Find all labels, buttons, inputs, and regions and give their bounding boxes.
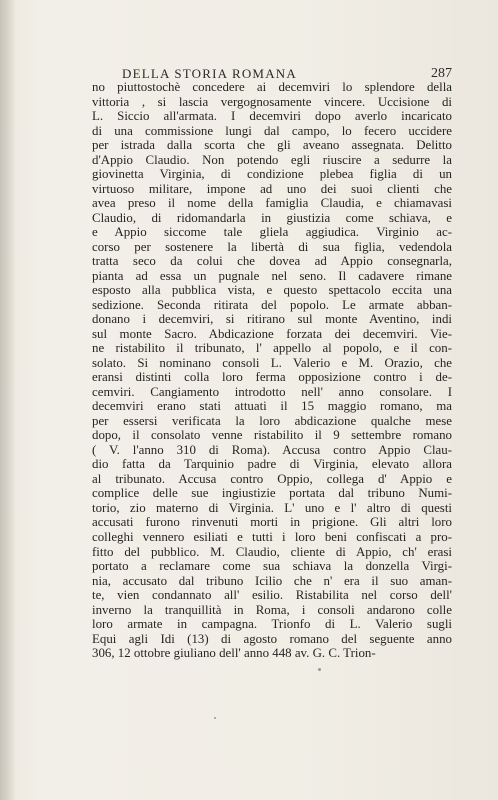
text-line: pianta ad essa un pugnale nel seno. Il cadavere rimane [92, 268, 452, 283]
text-line: giovinetta Virginia, di condizione plebea figlia di un [92, 167, 452, 182]
text-line: eransi distinti colla loro ferma opposizione contro i de- [92, 370, 452, 385]
text-line: 306, 12 ottobre giuliano dell' anno 448 av. G. C. Trion- [92, 646, 376, 661]
text-line: inverno la tranquillità in Roma, i consoli andarono colle [92, 602, 452, 617]
text-line: decemviri erano stati attuati il 15 maggio romano, ma [92, 399, 452, 414]
text-line: ( V. l'anno 310 di Roma). Accusa contro Appio Clau- [92, 442, 452, 457]
running-title: DELLA STORIA ROMANA [122, 66, 297, 81]
body-text [92, 80, 452, 661]
text-line: donano i decemviri, si ritirano sul monte Aventino, indi [92, 312, 452, 327]
text-line: loro armate in campagna. Trionfo di L. Valerio sugli [92, 617, 452, 632]
text-line: accusati furono rinvenuti morti in prigione. Gli altri loro [92, 515, 452, 530]
text-line: sedizione. Seconda ritirata del popolo. Le armate abban- [92, 297, 452, 312]
text-line: colleghi vennero esiliati e tutti i loro beni confiscati a pro- [92, 529, 452, 544]
text-line: virtuoso militare, impone ad uno dei suoi clienti che [92, 181, 452, 196]
text-line: e Appio siccome tale gliela aggiudica. Virginio ac- [92, 225, 452, 240]
text-line: cemviri. Cangiamento introdotto nell' anno consolare. I [92, 384, 452, 399]
paper-speck [318, 668, 321, 671]
text-line: avea preso il nome della famiglia Claudia, e chiamavasi [92, 196, 452, 211]
text-line: vittoria , si lascia vergognosamente vincere. Uccisione di [92, 94, 452, 109]
text-line: complice delle sue ingiustizie portata dal tribuno Numi- [92, 486, 452, 501]
text-line: Equi agli Idi (13) di agosto romano del seguente anno [92, 631, 452, 646]
page-number: 287 [431, 66, 452, 81]
text-line: L. Siccio all'armata. I decemviri dopo averlo incaricato [92, 109, 452, 124]
text-line: te, vien condannato all' esilio. Ristabilita nel corso dell' [92, 588, 452, 603]
text-line: per essersi verificata la loro abdicazione qualche mese [92, 413, 452, 428]
text-line: d'Appio Claudio. Non potendo egli riuscire a sedurre la [92, 152, 452, 167]
text-line: torio, zio materno di Virginia. L' uno e l' altro di questi [92, 500, 452, 515]
text-line: tratta seco da colui che dovea ad Appio consegnarla, [92, 254, 452, 269]
text-line: portato a reclamare come sua schiava la donzella Virgi- [92, 559, 452, 574]
text-line: esposto alla pubblica vista, e questo spettacolo eccita una [92, 283, 452, 298]
text-line: al tribunato. Accusa contro Oppio, collega d' Appio e [92, 471, 452, 486]
text-line: solato. Si nominano consoli L. Valerio e M. Orazio, che [92, 355, 452, 370]
text-line: sul monte Sacro. Abdicazione forzata dei decemviri. Vie- [92, 326, 452, 341]
text-line: dopo, il consolato venne ristabilito il 9 settembre romano [92, 428, 452, 443]
text-line: Claudio, di ridomandarla in giustizia come schiava, e [92, 210, 452, 225]
text-line: dio fatta da Tarquinio padre di Virginia, elevato allora [92, 457, 452, 472]
page-gutter-shadow [0, 0, 16, 800]
text-line: di una commissione lungi dal campo, lo fecero uccidere [92, 123, 452, 138]
text-line: nia, accusato dal tribuno Icilio che n' era il suo aman- [92, 573, 452, 588]
text-line: fitto del pubblico. M. Claudio, cliente di Appio, ch' erasi [92, 544, 452, 559]
text-line: ne ristabilito il tribunato, l' appello al popolo, e il con- [92, 341, 452, 356]
text-line: corso per sostenere la libertà di sua figlia, vedendola [92, 239, 452, 254]
paper-speck [214, 717, 216, 719]
text-line: no piuttostochè concedere ai decemviri lo splendore della [92, 80, 452, 94]
text-line: per istrada dalla scorta che gli aveano assegnata. Delitto [92, 138, 452, 153]
